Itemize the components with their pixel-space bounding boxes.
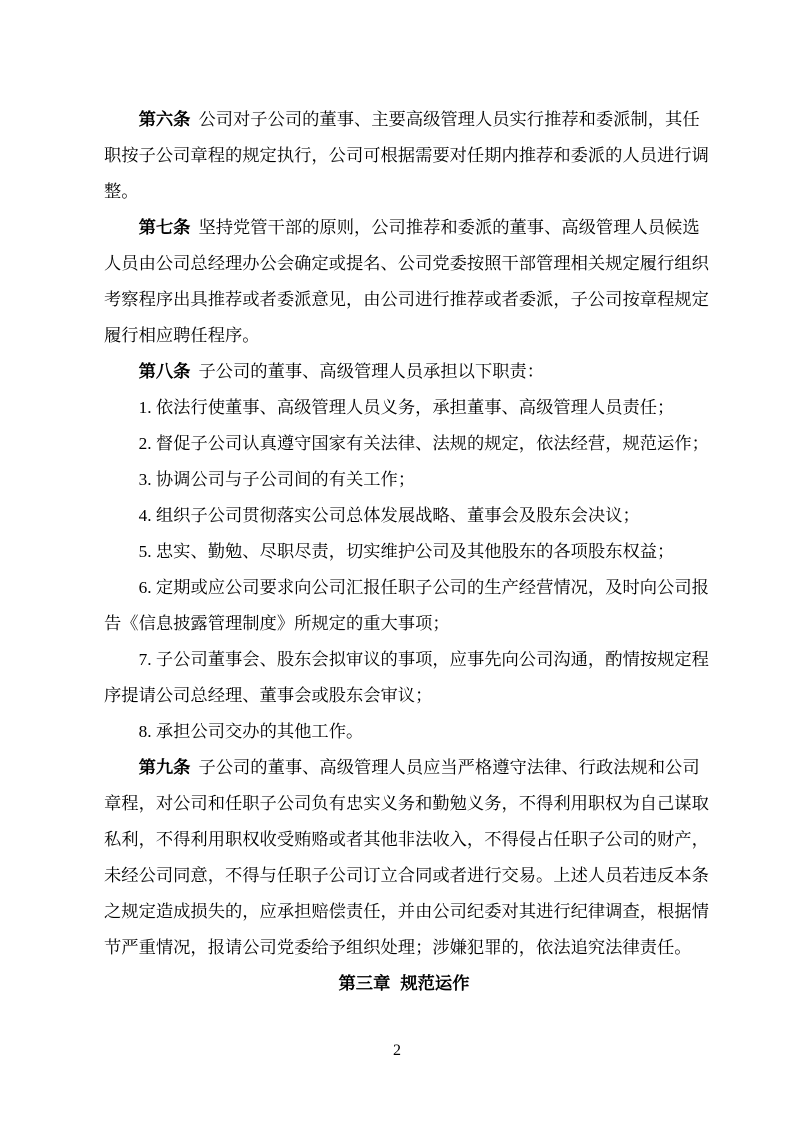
article-7-line-2: 人员由公司总经理办公会确定或提名、公司党委按照干部管理相关规定履行组织 [104, 254, 709, 273]
article-8-item-6-line-2: 告《信息披露管理制度》所规定的重大事项； [104, 614, 450, 633]
article-8-text: 子公司的董事、高级管理人员承担以下职责： [198, 362, 545, 381]
article-9-line-2: 章程，对公司和任职子公司负有忠实义务和勤勉义务，不得利用职权为自己谋取 [104, 794, 709, 813]
article-9-line-3: 私利，不得利用职权收受贿赂或者其他非法收入，不得侵占任职子公司的财产， [104, 830, 709, 849]
article-8-line-1 [104, 354, 704, 390]
chapter-heading [104, 966, 704, 1002]
article-6-line-1 [104, 102, 704, 138]
article-8-item-7-line-2: 序提请公司总经理、董事会或股东会审议； [104, 686, 433, 705]
article-7-line-1 [104, 210, 704, 246]
page-number: 2 [393, 1042, 401, 1059]
chapter-number: 第三章 [338, 974, 391, 993]
article-9-line-6: 节严重情况，报请公司党委给予组织处理；涉嫌犯罪的，依法追究法律责任。 [104, 938, 692, 957]
article-7-line-3: 考察程序出具推荐或者委派意见，由公司进行推荐或者委派，子公司按章程规定 [104, 290, 709, 309]
article-8-label: 第八条 [138, 362, 191, 381]
article-6-text: 公司对子公司的董事、主要高级管理人员实行推荐和委派制，其任 [198, 110, 700, 129]
article-7-line-4: 履行相应聘任程序。 [104, 326, 260, 345]
document-body [104, 102, 709, 1002]
article-6-line-2: 职按子公司章程的规定执行，公司可根据需要对任期内推荐和委派的人员进行调 [104, 146, 709, 165]
article-9-text: 子公司的董事、高级管理人员应当严格遵守法律、行政法规和公司 [198, 758, 700, 777]
article-7-label: 第七条 [138, 218, 191, 237]
article-8-item-4: 4. 组织子公司贯彻落实公司总体发展战略、董事会及股东会决议； [138, 506, 640, 525]
article-8-item-2: 2. 督促子公司认真遵守国家有关法律、法规的规定，依法经营，规范运作； [138, 434, 709, 453]
chapter-title: 规范运作 [400, 974, 470, 993]
article-9-line-4: 未经公司同意，不得与任职子公司订立合同或者进行交易。上述人员若违反本条 [104, 866, 709, 885]
article-8-item-1: 1. 依法行使董事、高级管理人员义务，承担董事、高级管理人员责任； [138, 398, 675, 417]
article-9-line-5: 之规定造成损失的，应承担赔偿责任，并由公司纪委对其进行纪律调查，根据情 [104, 902, 709, 921]
article-9-label: 第九条 [138, 758, 191, 777]
article-6-label: 第六条 [138, 110, 191, 129]
article-8-item-3: 3. 协调公司与子公司间的有关工作； [138, 470, 416, 489]
article-7-text: 坚持党管干部的原则，公司推荐和委派的董事、高级管理人员候选 [198, 218, 700, 237]
article-8-item-6-line-1: 6. 定期或应公司要求向公司汇报任职子公司的生产经营情况，及时向公司报 [138, 578, 709, 597]
article-9-line-1 [104, 750, 704, 786]
article-6-line-3: 整。 [104, 182, 139, 201]
article-8-item-8: 8. 承担公司交办的其他工作。 [138, 722, 364, 741]
article-8-item-5: 5. 忠实、勤勉、尽职尽责，切实维护公司及其他股东的各项股东权益； [138, 542, 675, 561]
article-8-item-7-line-1: 7. 子公司董事会、股东会拟审议的事项，应事先向公司沟通，酌情按规定程 [138, 650, 709, 669]
